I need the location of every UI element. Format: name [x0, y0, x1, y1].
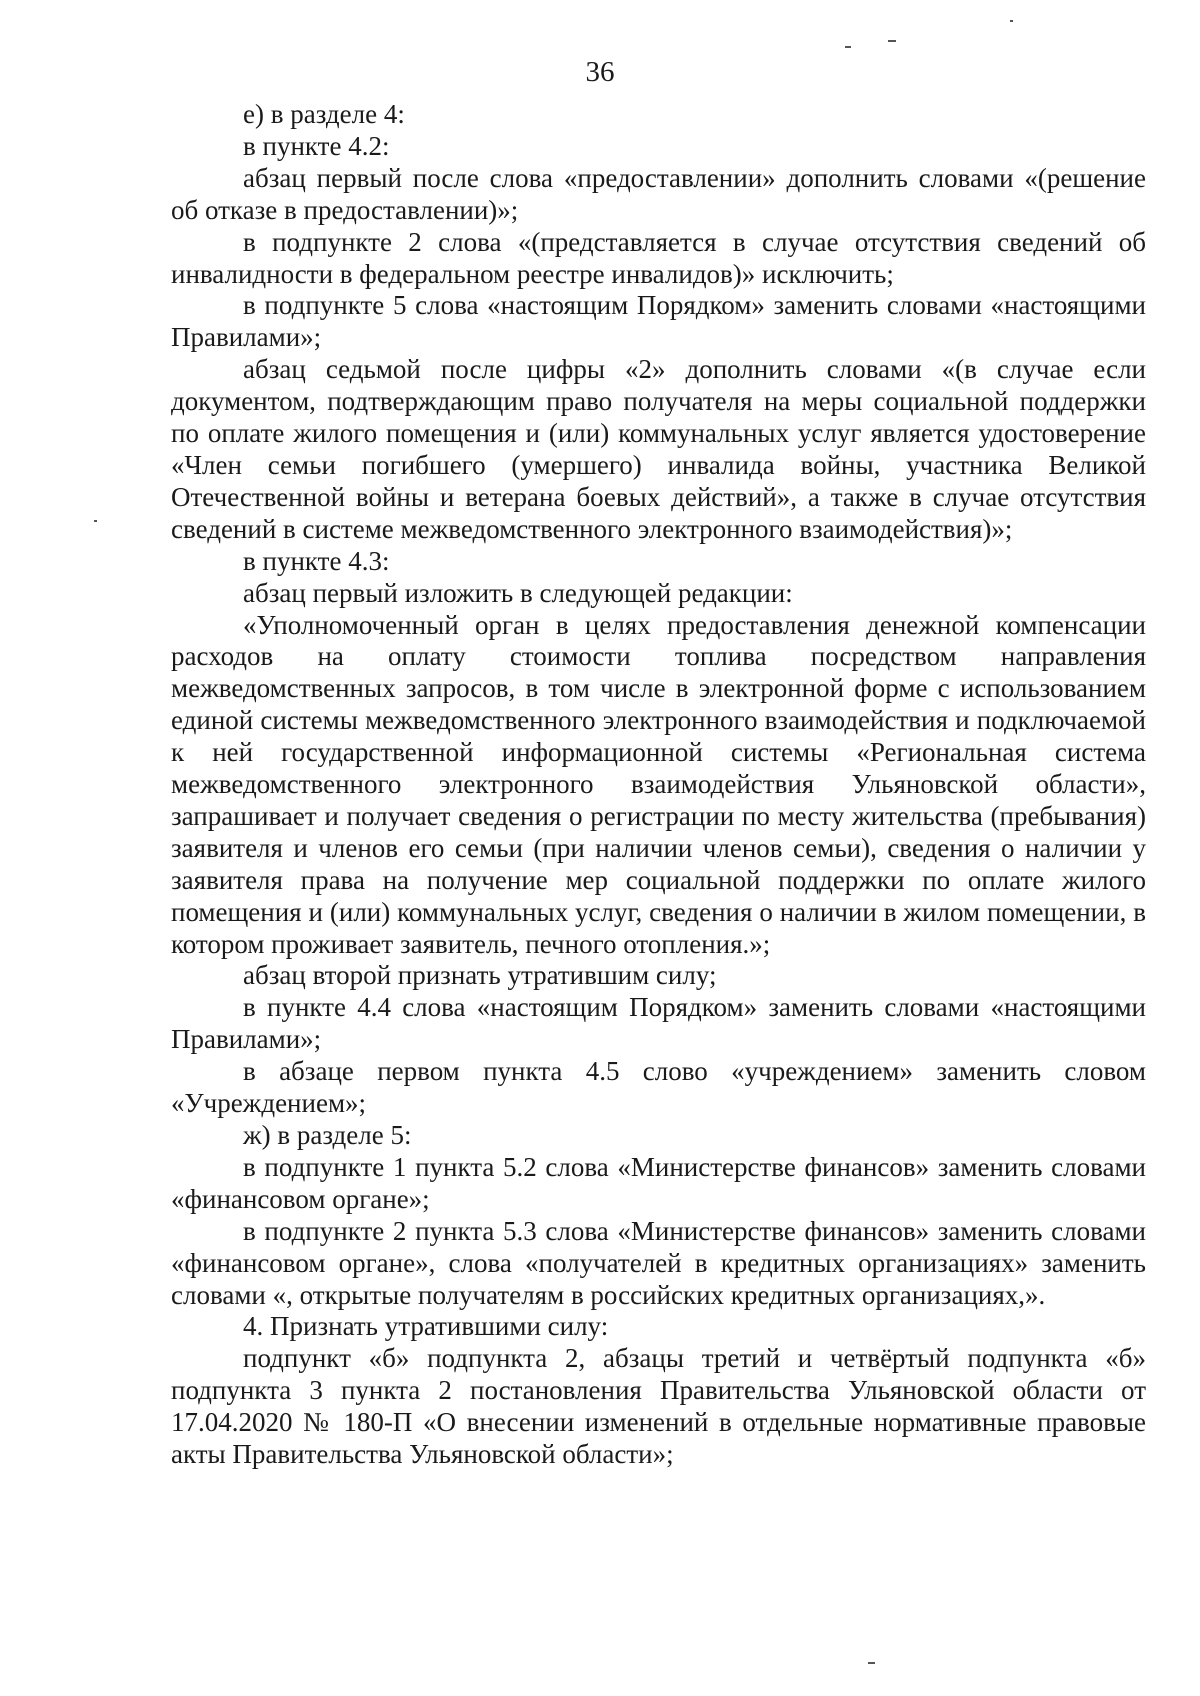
scan-speck: [888, 40, 896, 42]
paragraph: в подпункте 2 слова «(представляется в случае отсутствия сведений об инвалидности в федеральном реестре инвалидов)» исключить;: [171, 226, 1146, 289]
scan-speck: [845, 46, 851, 48]
paragraph: в подпункте 5 слова «настоящим Порядком» заменить словами «настоящими Правилами»;: [171, 290, 1146, 353]
paragraph-section-4-heading: е) в разделе 4:: [243, 99, 405, 129]
paragraph: абзац первый после слова «предоставлении» дополнить словами «(решение об отказе в предоставлении)»;: [171, 162, 1146, 225]
paragraph-section-5-heading: ж) в разделе 5:: [243, 1120, 412, 1150]
paragraph: в абзаце первом пункта 4.5 слово «учреждением» заменить словом «Учреждением»;: [171, 1056, 1146, 1119]
paragraph-quoted-text: «Уполномоченный орган в целях предоставления денежной компенсации расходов на оплату стоимости топлива посредством направления межведомственных запросов, в том числе в электронной форме с использованием единой системы межведомственного электронного взаимодействия и подключаемой к ней государственной информационной системы «Региональная система межведомственного электронного взаимодействия Ульяновской области», запрашивает и получает сведения о регистрации по месту жительства (пребывания) заявителя и членов его семьи (при наличии членов семьи), сведения о наличии у заявителя права на получение мер социальной поддержки по оплате жилого помещения и (или) коммунальных услуг, сведения о наличии в жилом помещении, в котором проживает заявитель, печного отопления.»;: [171, 609, 1146, 959]
scan-speck: [1010, 20, 1013, 22]
scan-speck: [94, 520, 97, 522]
scan-speck: [868, 1662, 875, 1664]
paragraph: абзац седьмой после цифры «2» дополнить словами «(в случае если документом, подтверждающим право получателя на меры социальной поддержки по оплате жилого помещения и (или) коммунальных услуг является удостоверение «Член семьи погибшего (умершего) инвалида войны, участника Великой Отечественной войны и ветерана боевых действий», а также в случае отсутствия сведений в системе межведомственного электронного взаимодействия)»;: [171, 354, 1146, 544]
paragraph: абзац второй признать утратившим силу;: [243, 960, 717, 991]
document-body: [171, 99, 1146, 1471]
paragraph-item-4-heading: 4. Признать утратившими силу:: [243, 1311, 609, 1342]
paragraph: в подпункте 2 пункта 5.3 слова «Министерстве финансов» заменить словами «финансовом органе», слова «получателей в кредитных организациях» заменить словами «, открытые получателям в российских кредитных организациях,».: [171, 1215, 1146, 1310]
paragraph-item-4-2-heading: в пункте 4.2:: [243, 130, 390, 161]
page-number: 36: [585, 56, 615, 88]
paragraph: подпункт «б» подпункта 2, абзацы третий и четвёртый подпункта «б» подпункта 3 пункта 2 постановления Правительства Ульяновской области от 17.04.2020 № 180-П «О внесении изменений в отдельные нормативные правовые акты Правительства Ульяновской области»;: [171, 1343, 1146, 1470]
paragraph: абзац первый изложить в следующей редакции:: [243, 577, 793, 608]
paragraph-item-4-3-heading: в пункте 4.3:: [243, 545, 390, 576]
paragraph: в подпункте 1 пункта 5.2 слова «Министерстве финансов» заменить словами «финансовом органе»;: [171, 1151, 1146, 1214]
paragraph: в пункте 4.4 слова «настоящим Порядком» заменить словами «настоящими Правилами»;: [171, 992, 1146, 1055]
